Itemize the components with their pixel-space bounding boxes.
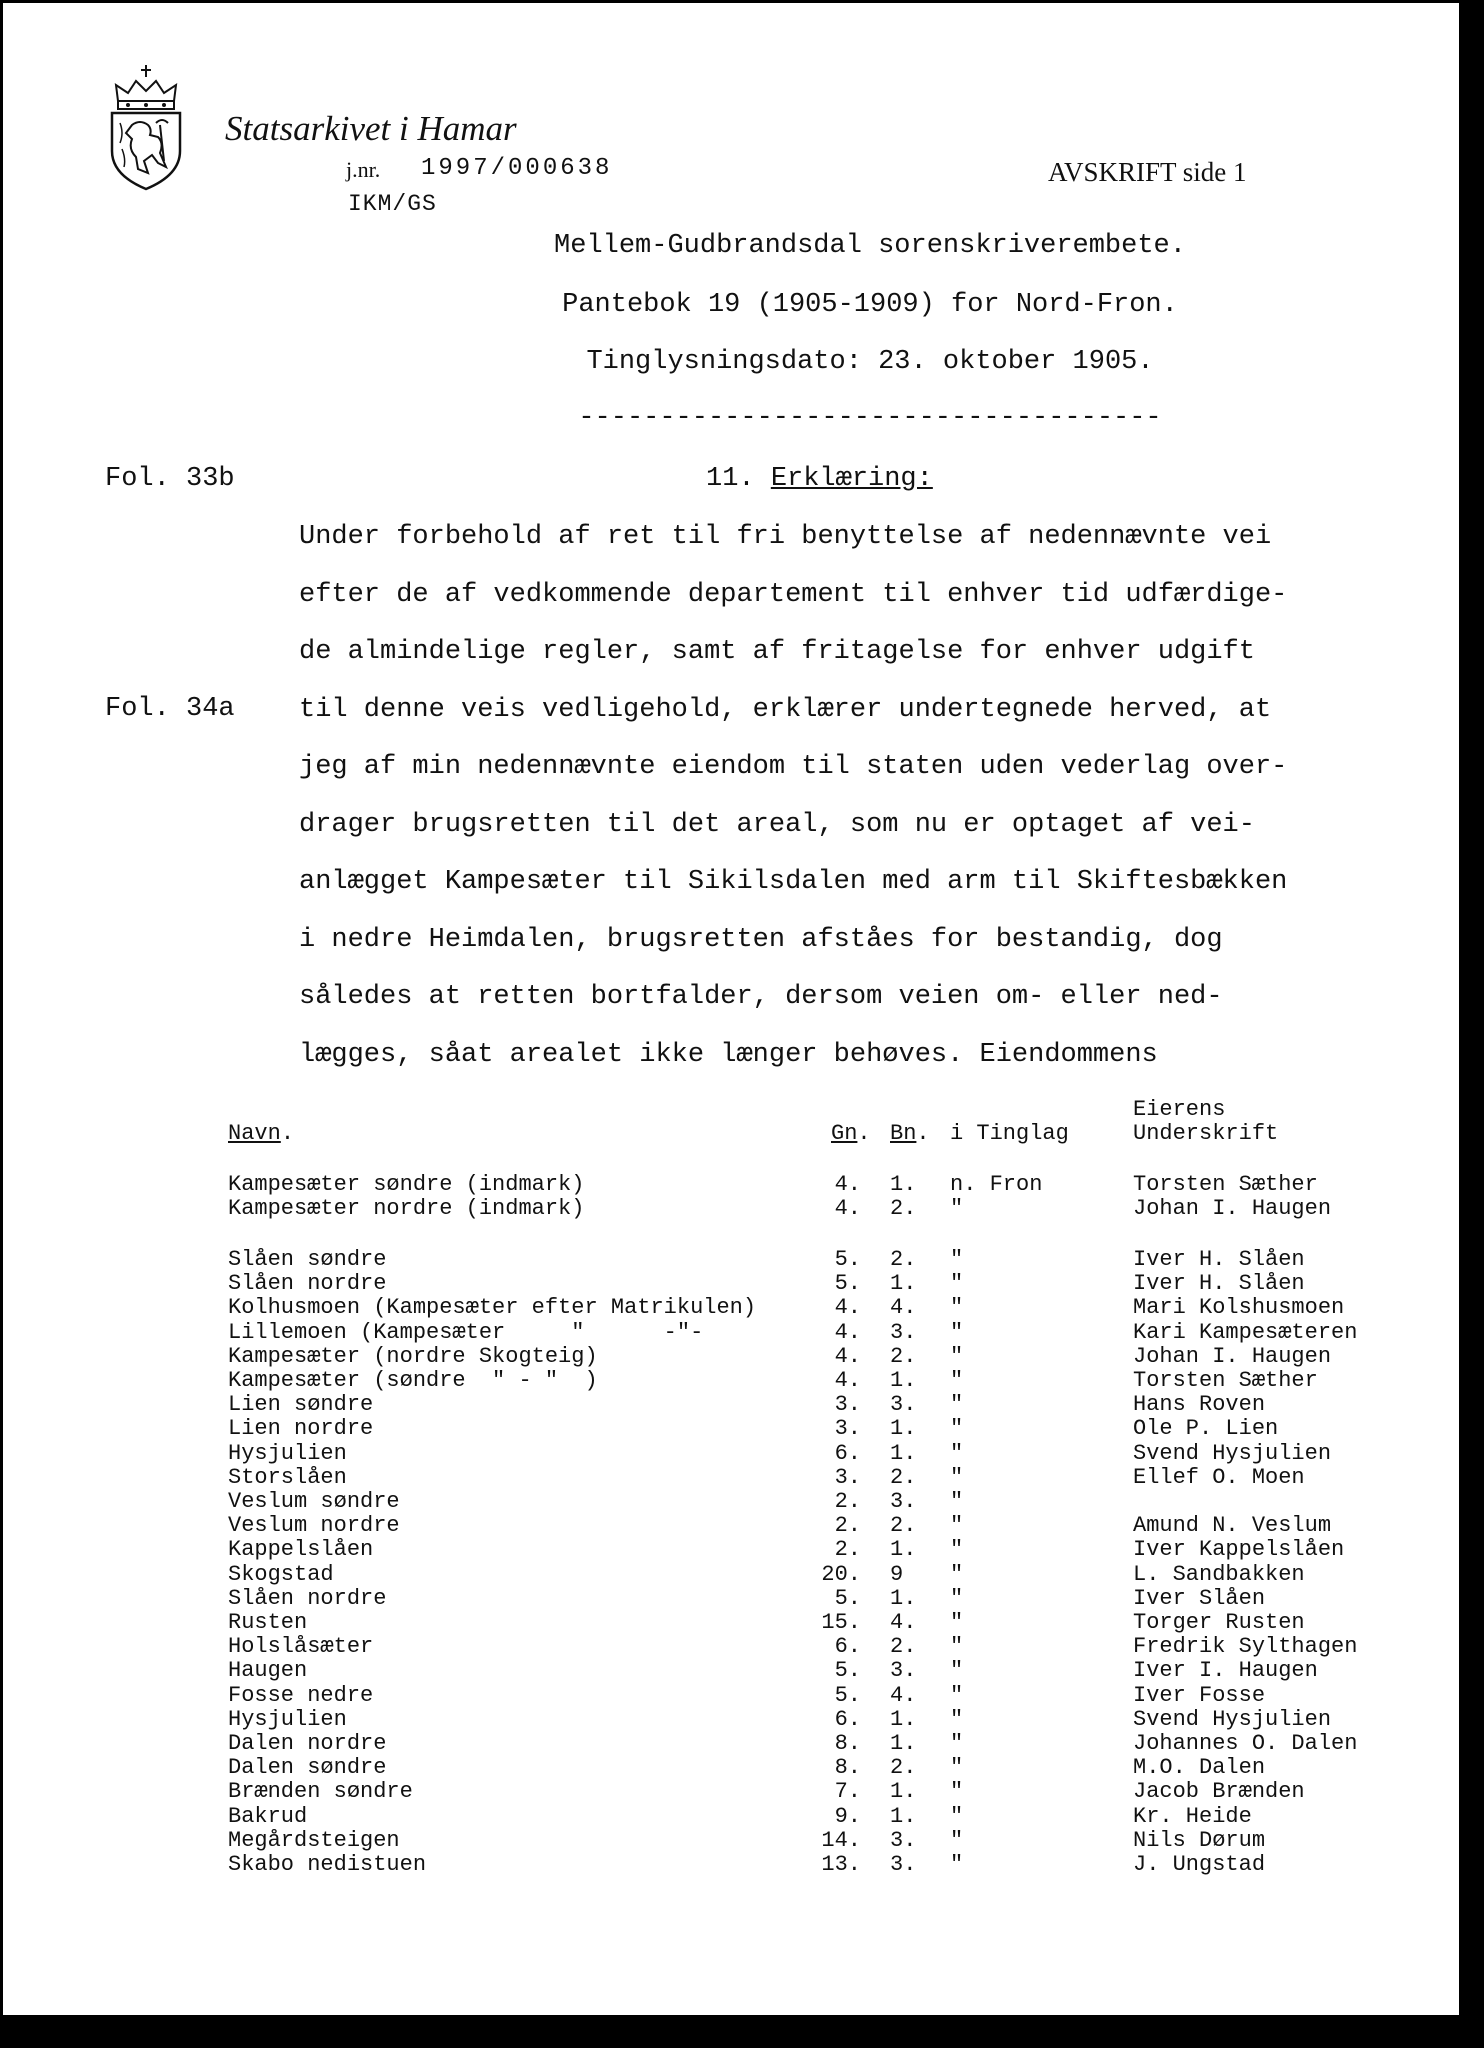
cell-owner: Mari Kolshusmoen (1133, 1295, 1345, 1321)
cell-bn: 3. (890, 1319, 917, 1345)
cell-owner: Torsten Sæther (1133, 1172, 1318, 1197)
cell-property-name: Hysjulien (228, 1440, 347, 1466)
cell-property-name: Kolhusmoen (Kampesæter efter Matrikulen) (228, 1295, 757, 1321)
cell-gn: 8. (834, 1731, 861, 1756)
cell-property-name: Slåen søndre (228, 1247, 387, 1272)
cell-property-name: Brænden søndre (228, 1779, 413, 1805)
cell-property-name: Dalen nordre (228, 1731, 387, 1756)
cell-property-name: Lien nordre (228, 1416, 374, 1442)
cell-tinglag: " (950, 1440, 964, 1466)
cell-owner: Nils Dørum (1133, 1827, 1266, 1853)
cell-gn: 4. (834, 1319, 861, 1345)
cell-property-name: Kampesæter (søndre " - " ) (228, 1368, 598, 1393)
cell-bn: 1. (890, 1416, 917, 1442)
cell-tinglag: n. Fron (950, 1172, 1043, 1197)
title-court-office: Mellem-Gudbrandsdal sorenskriverembete. (554, 231, 1186, 261)
declaration-line: anlægget Kampesæter til Sikilsdalen med arm til Skiftesbækken (299, 867, 1288, 897)
cell-owner: Ellef O. Moen (1133, 1464, 1305, 1490)
column-header-owner-line1: Eierens (1133, 1097, 1226, 1122)
cell-tinglag: " (950, 1489, 964, 1514)
archive-name: Statsarkivet i Hamar (225, 109, 517, 148)
cell-bn: 4. (890, 1682, 917, 1708)
cell-gn: 5. (834, 1271, 861, 1297)
cell-bn: 1. (890, 1731, 917, 1756)
cell-gn: 4. (834, 1196, 861, 1222)
cell-gn: 7. (834, 1779, 861, 1805)
cell-gn: 2. (834, 1537, 861, 1563)
cell-owner: Iver Kappelslåen (1133, 1537, 1345, 1563)
cell-property-name: Lien søndre (228, 1392, 374, 1418)
cell-gn: 5. (834, 1585, 861, 1611)
declaration-line: i nedre Heimdalen, brugsretten afståes for bestandig, dog (299, 924, 1223, 955)
cell-gn: 6. (834, 1440, 861, 1466)
cell-gn: 2. (834, 1489, 861, 1514)
cell-owner: Iver Fosse (1133, 1682, 1266, 1708)
cell-owner: Iver H. Slåen (1133, 1247, 1305, 1272)
document-page (3, 3, 1459, 2015)
cell-owner: Kr. Heide (1133, 1803, 1252, 1829)
cell-tinglag: " (950, 1852, 964, 1877)
cell-gn: 3. (834, 1464, 861, 1490)
declaration-line: jeg af min nedennævnte eiendom til staten uden vederlag over- (299, 752, 1288, 782)
cell-gn: 9. (834, 1803, 861, 1829)
cell-gn: 4. (834, 1368, 861, 1393)
cell-property-name: Kampesæter (nordre Skogteig) (228, 1343, 598, 1369)
cell-owner: Iver I. Haugen (1133, 1658, 1318, 1684)
cell-bn: 1. (890, 1271, 917, 1297)
cell-bn: 1. (890, 1803, 917, 1829)
cell-gn: 8. (834, 1755, 861, 1781)
declaration-title: Erklæring: (770, 464, 933, 494)
column-header-tinglag: i Tinglag (950, 1121, 1069, 1146)
cell-owner: Kari Kampesæteren (1133, 1319, 1358, 1345)
cell-tinglag: " (950, 1295, 964, 1321)
cell-gn: 3. (834, 1392, 861, 1418)
cell-owner: Jacob Brænden (1133, 1779, 1305, 1805)
cell-tinglag: " (950, 1416, 964, 1442)
cell-owner: L. Sandbakken (1133, 1561, 1305, 1587)
cell-gn: 5. (834, 1658, 861, 1684)
cell-tinglag: " (950, 1779, 964, 1805)
cell-bn: 1. (890, 1779, 917, 1805)
declaration-number: 11. (706, 464, 755, 494)
cell-gn: 5. (834, 1247, 861, 1272)
cell-owner: M.O. Dalen (1133, 1755, 1266, 1781)
cell-tinglag: " (950, 1368, 964, 1393)
cell-owner: Amund N. Veslum (1133, 1513, 1332, 1539)
title-divider: ------------------------------------ (578, 403, 1162, 433)
cell-owner: Iver H. Slåen (1133, 1271, 1305, 1297)
norwegian-coat-of-arms-logo (106, 63, 186, 193)
cell-property-name: Megårdsteigen (228, 1827, 400, 1853)
cell-property-name: Veslum søndre (228, 1489, 400, 1514)
cell-tinglag: " (950, 1731, 964, 1756)
cell-tinglag: " (950, 1537, 964, 1563)
column-header-name: Navn. (228, 1121, 295, 1146)
cell-owner: Torger Rusten (1133, 1610, 1305, 1635)
cell-bn: 3. (890, 1658, 917, 1684)
cell-property-name: Kampesæter nordre (indmark) (228, 1196, 585, 1222)
cell-bn: 1. (890, 1585, 917, 1611)
cell-tinglag: " (950, 1634, 964, 1660)
cell-property-name: Slåen nordre (228, 1271, 387, 1297)
cell-property-name: Lillemoen (Kampesæter " -"- (228, 1319, 704, 1345)
cell-tinglag: " (950, 1343, 964, 1369)
cell-bn: 3. (890, 1392, 917, 1418)
cell-bn: 2. (890, 1464, 917, 1490)
journal-number: 1997/000638 (421, 155, 613, 182)
cell-owner: Hans Roven (1133, 1392, 1266, 1418)
folio-marker: Fol. 34a (105, 694, 235, 724)
cell-tinglag: " (950, 1247, 964, 1272)
cell-property-name: Veslum nordre (228, 1513, 400, 1539)
cell-bn: 1. (890, 1172, 917, 1197)
cell-gn: 4. (834, 1172, 861, 1197)
declaration-line: til denne veis vedligehold, erklærer undertegnede herved, at (299, 694, 1272, 725)
cell-gn: 20. (821, 1561, 861, 1587)
cell-bn: 4. (890, 1295, 917, 1321)
cell-tinglag: " (950, 1196, 964, 1222)
cell-gn: 5. (834, 1682, 861, 1708)
cell-tinglag: " (950, 1706, 964, 1732)
cell-bn: 3. (890, 1489, 917, 1514)
cell-property-name: Holslåsæter (228, 1634, 374, 1660)
cell-property-name: Slåen nordre (228, 1585, 387, 1611)
column-header-bn: Bn. (890, 1121, 930, 1146)
declaration-line: Under forbehold af ret til fri benyttelse af nedennævnte vei (299, 522, 1272, 552)
cell-bn: 9 (890, 1561, 904, 1587)
cell-owner: Johan I. Haugen (1133, 1343, 1332, 1369)
declaration-line: drager brugsretten til det areal, som nu er optaget af vei- (299, 809, 1255, 840)
cell-gn: 6. (834, 1706, 861, 1732)
cell-tinglag: " (950, 1803, 964, 1829)
cell-tinglag: " (950, 1392, 964, 1418)
cell-property-name: Dalen søndre (228, 1755, 387, 1781)
cell-property-name: Fosse nedre (228, 1682, 374, 1708)
cell-gn: 2. (834, 1513, 861, 1539)
cell-owner: Fredrik Sylthagen (1133, 1634, 1358, 1660)
declaration-line: således at retten bortfalder, dersom veien om- eller ned- (299, 982, 1223, 1012)
cell-tinglag: " (950, 1682, 964, 1708)
cell-bn: 1. (890, 1706, 917, 1732)
cell-bn: 4. (890, 1610, 917, 1635)
cell-tinglag: " (950, 1585, 964, 1611)
cell-property-name: Rusten (228, 1610, 308, 1635)
cell-owner: Johan I. Haugen (1133, 1196, 1332, 1222)
cell-property-name: Bakrud (228, 1803, 308, 1829)
cell-property-name: Skabo nedistuen (228, 1852, 427, 1877)
cell-tinglag: " (950, 1271, 964, 1297)
cell-owner: Svend Hysjulien (1133, 1440, 1332, 1466)
cell-bn: 1. (890, 1368, 917, 1393)
cell-gn: 14. (821, 1827, 861, 1853)
cell-property-name: Skogstad (228, 1561, 334, 1587)
transcript-page-label: AVSKRIFT side 1 (1048, 157, 1247, 187)
cell-bn: 2. (890, 1196, 917, 1222)
cell-gn: 13. (821, 1852, 861, 1877)
cell-tinglag: " (950, 1561, 964, 1587)
cell-bn: 2. (890, 1755, 917, 1781)
cell-tinglag: " (950, 1464, 964, 1490)
cell-property-name: Haugen (228, 1658, 308, 1684)
cell-owner: Ole P. Lien (1133, 1416, 1279, 1442)
cell-property-name: Storslåen (228, 1464, 347, 1490)
cell-owner: Johannes O. Dalen (1133, 1731, 1358, 1756)
cell-tinglag: " (950, 1610, 964, 1635)
cell-bn: 2. (890, 1343, 917, 1369)
cell-owner: Iver Slåen (1133, 1585, 1266, 1611)
cell-gn: 4. (834, 1295, 861, 1321)
reference-code: IKM/GS (348, 191, 437, 217)
cell-property-name: Kampesæter søndre (indmark) (228, 1172, 585, 1197)
declaration-line: efter de af vedkommende departement til enhver tid udfærdige- (299, 579, 1288, 610)
cell-bn: 1. (890, 1440, 917, 1466)
cell-bn: 3. (890, 1827, 917, 1853)
cell-bn: 3. (890, 1852, 917, 1877)
cell-gn: 4. (834, 1343, 861, 1369)
cell-bn: 2. (890, 1247, 917, 1272)
cell-gn: 3. (834, 1416, 861, 1442)
cell-tinglag: " (950, 1755, 964, 1781)
cell-bn: 2. (890, 1634, 917, 1660)
declaration-line: lægges, såat arealet ikke længer behøves. Eiendommens (299, 1039, 1158, 1070)
title-mortgage-book: Pantebok 19 (1905-1909) for Nord-Fron. (562, 290, 1178, 320)
cell-owner: Svend Hysjulien (1133, 1706, 1332, 1732)
declaration-heading (706, 464, 933, 494)
column-header-gn: Gn. (831, 1121, 871, 1146)
cell-owner: Torsten Sæther (1133, 1368, 1318, 1393)
cell-gn: 15. (821, 1610, 861, 1635)
declaration-line: de almindelige regler, samt af fritagelse for enhver udgift (299, 637, 1255, 667)
cell-gn: 6. (834, 1634, 861, 1660)
cell-property-name: Hysjulien (228, 1706, 347, 1732)
title-registration-date: Tinglysningsdato: 23. oktober 1905. (586, 347, 1154, 377)
journal-number-label: j.nr. (346, 157, 381, 182)
folio-marker: Fol. 33b (105, 464, 235, 494)
cell-tinglag: " (950, 1658, 964, 1684)
cell-property-name: Kappelslåen (228, 1537, 374, 1563)
cell-owner: J. Ungstad (1133, 1852, 1266, 1877)
cell-tinglag: " (950, 1827, 964, 1853)
column-header-owner-line2: Underskrift (1133, 1121, 1279, 1146)
cell-bn: 2. (890, 1513, 917, 1539)
cell-tinglag: " (950, 1513, 964, 1539)
cell-bn: 1. (890, 1537, 917, 1563)
cell-tinglag: " (950, 1319, 964, 1345)
